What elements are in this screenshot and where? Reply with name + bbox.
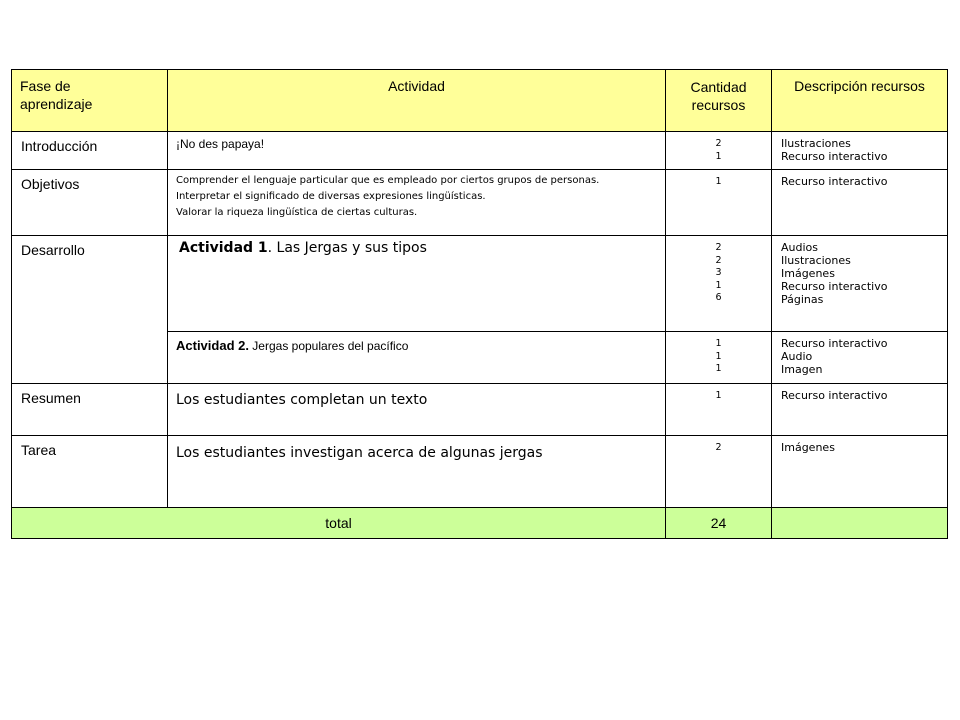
header-row: [12, 70, 948, 132]
recursos-desarrollo-2: [772, 332, 948, 384]
recurso-item: Recurso interactivo: [781, 175, 888, 188]
cantidad-value: 3: [715, 267, 722, 278]
total-value: 24: [666, 508, 772, 539]
row-desarrollo-1: [12, 236, 948, 332]
cantidad-value: 2: [715, 138, 722, 149]
recursos-tarea: [772, 436, 948, 508]
header-cantidad-line1: Cantidad: [690, 79, 747, 95]
cantidad-value: 1: [715, 390, 722, 401]
recurso-item: Audio: [781, 350, 813, 363]
recurso-item: Audios: [781, 241, 818, 254]
cantidad-desarrollo-1: [666, 236, 772, 332]
recursos-desarrollo-1: [772, 236, 948, 332]
objetivo-line: Valorar la riqueza lingüística de ciertas culturas.: [176, 207, 418, 218]
cantidad-value: 1: [715, 350, 722, 362]
fase-resumen: Resumen: [12, 384, 168, 436]
recurso-item: Imagen: [781, 363, 823, 376]
recurso-item: Ilustraciones: [781, 137, 851, 150]
cantidad-objetivos: [666, 170, 772, 236]
cantidad-resumen: [666, 384, 772, 436]
recurso-item: Imágenes: [781, 441, 835, 454]
recursos-introduccion: [772, 132, 948, 170]
header-cantidad: [666, 70, 772, 132]
actividad-1-title: Actividad 1: [179, 240, 268, 256]
cantidad-value: 2: [715, 242, 722, 253]
header-cantidad-line2: recursos: [691, 97, 746, 113]
recurso-item: Recurso interactivo: [781, 150, 888, 163]
fase-desarrollo: Desarrollo: [12, 236, 168, 384]
total-empty-cell: [772, 508, 948, 539]
recursos-objetivos: [772, 170, 948, 236]
total-label: total: [12, 508, 666, 539]
fase-objetivos: Objetivos: [12, 170, 168, 236]
cantidad-value: 6: [715, 292, 722, 303]
objetivo-line: Interpretar el significado de diversas expresiones lingüísticas.: [176, 191, 486, 202]
recurso-item: Recurso interactivo: [781, 280, 888, 293]
actividad-2-subtitle: Jergas populares del pacífico: [248, 339, 409, 353]
actividad-tarea: [168, 436, 666, 508]
recurso-item: Recurso interactivo: [781, 337, 888, 350]
actividad-2-title: Actividad 2.: [176, 338, 249, 353]
actividad-tarea-text: Los estudiantes investigan acerca de algunas jergas: [176, 445, 543, 461]
header-fase: [12, 70, 168, 132]
header-fase-line2: aprendizaje: [20, 96, 93, 112]
cantidad-value: 1: [715, 363, 722, 374]
cantidad-value: 1: [715, 338, 722, 349]
cantidad-introduccion: [666, 132, 772, 170]
resource-plan-table: [11, 69, 948, 539]
header-fase-line1: Fase de: [20, 78, 71, 94]
row-objetivos: [12, 170, 948, 236]
recurso-item: Imágenes: [781, 267, 835, 280]
recurso-item: Recurso interactivo: [781, 389, 888, 402]
actividad-objetivos: [168, 170, 666, 236]
recurso-item: Ilustraciones: [781, 254, 851, 267]
cantidad-tarea: [666, 436, 772, 508]
fase-introduccion: Introducción: [12, 132, 168, 170]
row-resumen: [12, 384, 948, 436]
actividad-introduccion: [168, 132, 666, 170]
row-tarea: [12, 436, 948, 508]
cantidad-desarrollo-2: [666, 332, 772, 384]
cantidad-value: 2: [715, 442, 722, 453]
actividad-introduccion-text: ¡No des papaya!: [176, 137, 265, 151]
recursos-resumen: [772, 384, 948, 436]
cantidad-value: 1: [715, 150, 722, 162]
actividad-resumen: [168, 384, 666, 436]
actividad-resumen-text: Los estudiantes completan un texto: [176, 392, 428, 408]
cantidad-value: 1: [715, 176, 722, 187]
actividad-1-subtitle: . Las Jergas y sus tipos: [267, 240, 427, 256]
actividad-desarrollo-1: [168, 236, 666, 332]
cantidad-value: 1: [715, 279, 722, 291]
recurso-item: Páginas: [781, 293, 824, 306]
total-row: [12, 508, 948, 539]
fase-tarea: Tarea: [12, 436, 168, 508]
header-descripcion: Descripción recursos: [772, 70, 948, 132]
header-actividad: Actividad: [168, 70, 666, 132]
cantidad-value: 2: [715, 254, 722, 266]
row-introduccion: [12, 132, 948, 170]
objetivo-line: Comprender el lenguaje particular que es empleado por ciertos grupos de personas.: [176, 175, 600, 186]
actividad-desarrollo-2: [168, 332, 666, 384]
